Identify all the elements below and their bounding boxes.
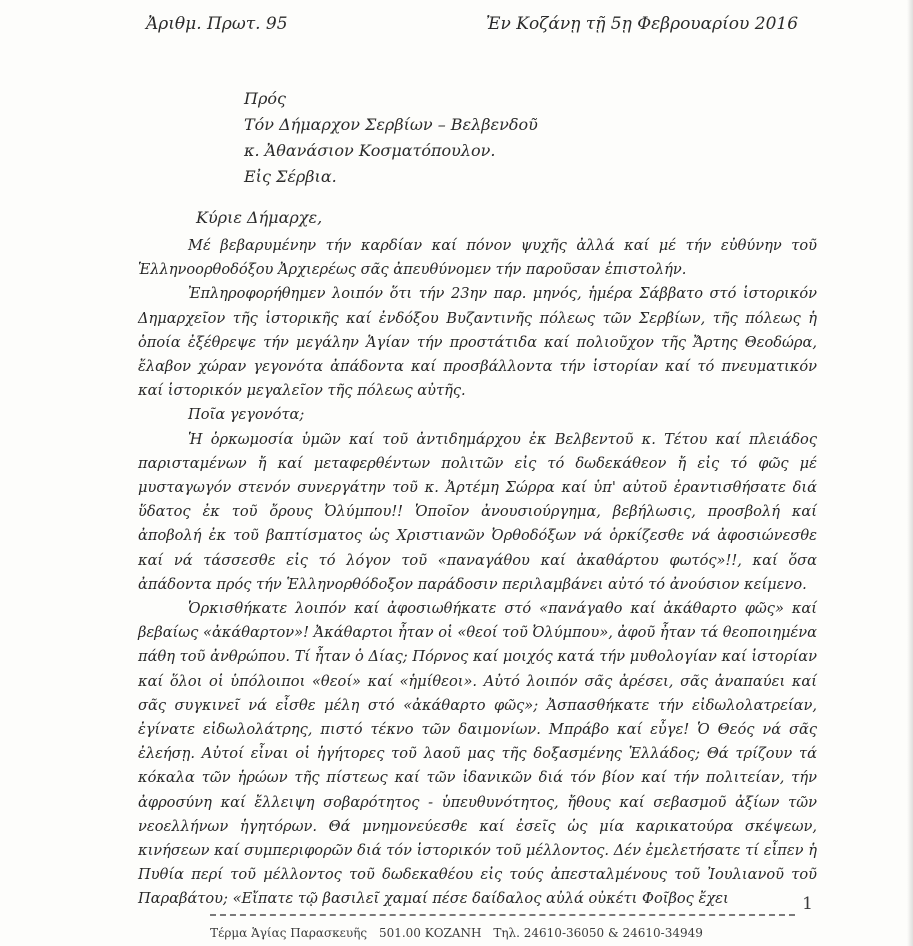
paragraph: Ἐπληροφορήθημεν λοιπόν ὅτι τήν 23ην παρ. μηνός, ἡμέρα Σάββατο στό ἱστορικόν Δημαρχεῖον τῆς ἱστορικῆς καί ἐνδόξου Βυζαντινῆς πόλεως τῶν Σερβίων, τῆς πόλεως ἡ ὁποία ἐξέθρεψε τήν μεγάλην Ἁγίαν τήν προστάτιδα καί πολιοῦχον τῆς Ἄρτης Θεοδώρα, ἔλαβον χώραν γεγονότα ἀπάδοντα καί προσβάλλοντα τήν ἱστορίαν καί τό πνευματικόν καί ἱστορικόν μεγαλεῖον τῆς πόλεως αὐτῆς.	[138, 285, 817, 400]
addressee-block	[244, 86, 538, 190]
footer-divider	[210, 914, 795, 916]
footer-postcode: 501.00 ΚΟΖΑΝΗ	[378, 926, 482, 940]
letter-body	[138, 234, 817, 912]
scan-edge-shadow	[907, 0, 913, 946]
paragraph: Ἡ ὁρκωμοσία ὑμῶν καί τοῦ ἀντιδημάρχου ἐκ Βελβεντοῦ κ. Τέτου καί πλειάδος παρισταμένων ἤ καί μεταφερθέντων πολιτῶν εἰς τό δωδεκάθεον ἤ εἰς τό φῶς μέ μυσταγωγόν στενόν συνεργάτην τοῦ κ. Ἀρτέμη Σώρρα καί ὑπ' αὐτοῦ ἐραντισθήσατε διά ὕδατος ἐκ τοῦ ὄρους Ὀλύμπου!! Ὁποῖον ἀνουσιούργημα, βεβήλωσις, προσβολή καί ἀποβολή ἐκ τοῦ βαπτίσματος ὡς Χριστιανῶν Ὀρθοδόξων νά ὁρκίζεσθε νά ἀφοσιώνεσθε καί νά τάσσεσθε εἰς τό λόγον τοῦ «παναγάθου καί ἀκαθάρτου φωτός»!!, καί ὅσα ἀπάδοντα πρός τήν Ἑλληνορθόδοξον παράδοσιν περιλαμβάνει αὐτό τό ἀνούσιον κείμενο.	[138, 430, 817, 593]
addressee-title: Τόν Δήμαρχον Σερβίων – Βελβενδοῦ	[244, 115, 538, 134]
paragraph: Ὁρκισθήκατε λοιπόν καί ἀφοσιωθήκατε στό «πανάγαθο καί ἀκάθαρτο φῶς» καί βεβαίως «ἀκάθαρτον»! Ἀκάθαρτοι ἦταν οἱ «θεοί τοῦ Ὀλύμπου», ἀφοῦ ἦταν τά θεοποιημένα πάθη τοῦ ἀνθρώπου. Τί ἦταν ὁ Δίας; Πόρνος καί μοιχός κατά τήν μυθολογίαν καί ἱστορίαν καί ὅλοι οἱ ὑπόλοιποι «θεοί» καί «ἡμίθεοι». Αὐτό λοιπόν σᾶς ἀρέσει, σᾶς ἀναπαύει καί σᾶς συγκινεῖ νά εἶσθε μέλη στό «ἀκάθαρτο φῶς»; Ἀσπασθήκατε τήν εἰδωλολατρείαν, ἐγίνατε εἰδωλολάτρης, πιστό τέκνο τῶν δαιμονίων. Μπράβο καί εὖγε! Ὁ Θεός νά σᾶς ἐλεήσῃ. Αὐτοί εἶναι οἱ ἡγήτορες τοῦ λαοῦ μας τῆς δοξασμένης Ἑλλάδος; Θά τρίζουν τά κόκαλα τῶν ἡρώων τῆς πίστεως καί τῶν ἰδανικῶν διά τόν βίον καί τήν πολιτείαν, τήν ἀφροσύνη καί ἔλλειψη σοβαρότητος - ὑπευθυνότητος, ἤθους καί σεβασμοῦ ἀξίων τῶν νεοελλήνων ἡγητόρων. Θά μνημονεύεσθε καί ἐσεῖς ὡς μία καρικατούρα σκέψεων, κινήσεων καί συμπεριφορῶν διά τόν ἱστορικόν τοῦ μέλλοντος. Δέν ἐμελετήσατε τί εἶπεν ἡ Πυθία περί τοῦ μέλλοντος τοῦ δωδεκαθέου εἰς τούς ἀπεσταλμένους τοῦ Ἰουλιανοῦ τοῦ Παραβάτου; «Εἴπατε τῷ βασιλεῖ χαμαί πέσε δαίδαλος αὐλά οὐκέτι Φοῖβος ἔχει	[138, 600, 817, 908]
addressee-name: κ. Ἀθανάσιον Κοσματόπουλον.	[244, 141, 496, 160]
paragraph: Μέ βεβαρυμένην τήν καρδίαν καί πόνον ψυχῆς ἀλλά καί μέ τήν εὐθύνην τοῦ Ἑλληνοορθοδόξου Ἀρχιερέως σᾶς ἀπευθύνομεν τήν παροῦσαν ἐπιστολήν.	[138, 237, 817, 279]
footer-address: Τέρμα Ἁγίας Παρασκευῆς	[210, 926, 368, 940]
letter-header	[146, 14, 799, 40]
place-and-date: Ἐν Κοζάνῃ τῇ 5ῃ Φεβρουαρίου 2016	[486, 14, 799, 34]
protocol-number: Ἀριθμ. Πρωτ. 95	[146, 14, 288, 34]
footer-phones: Τηλ. 24610-36050 & 24610-34949	[493, 926, 703, 940]
letterhead-footer	[0, 926, 913, 940]
salutation: Κύριε Δήμαρχε,	[196, 208, 323, 227]
page-number: 1	[802, 894, 813, 914]
addressee-to: Πρός	[244, 89, 286, 108]
paragraph: Ποῖα γεγονότα;	[188, 406, 305, 424]
addressee-location: Εἰς Σέρβια.	[244, 167, 337, 186]
